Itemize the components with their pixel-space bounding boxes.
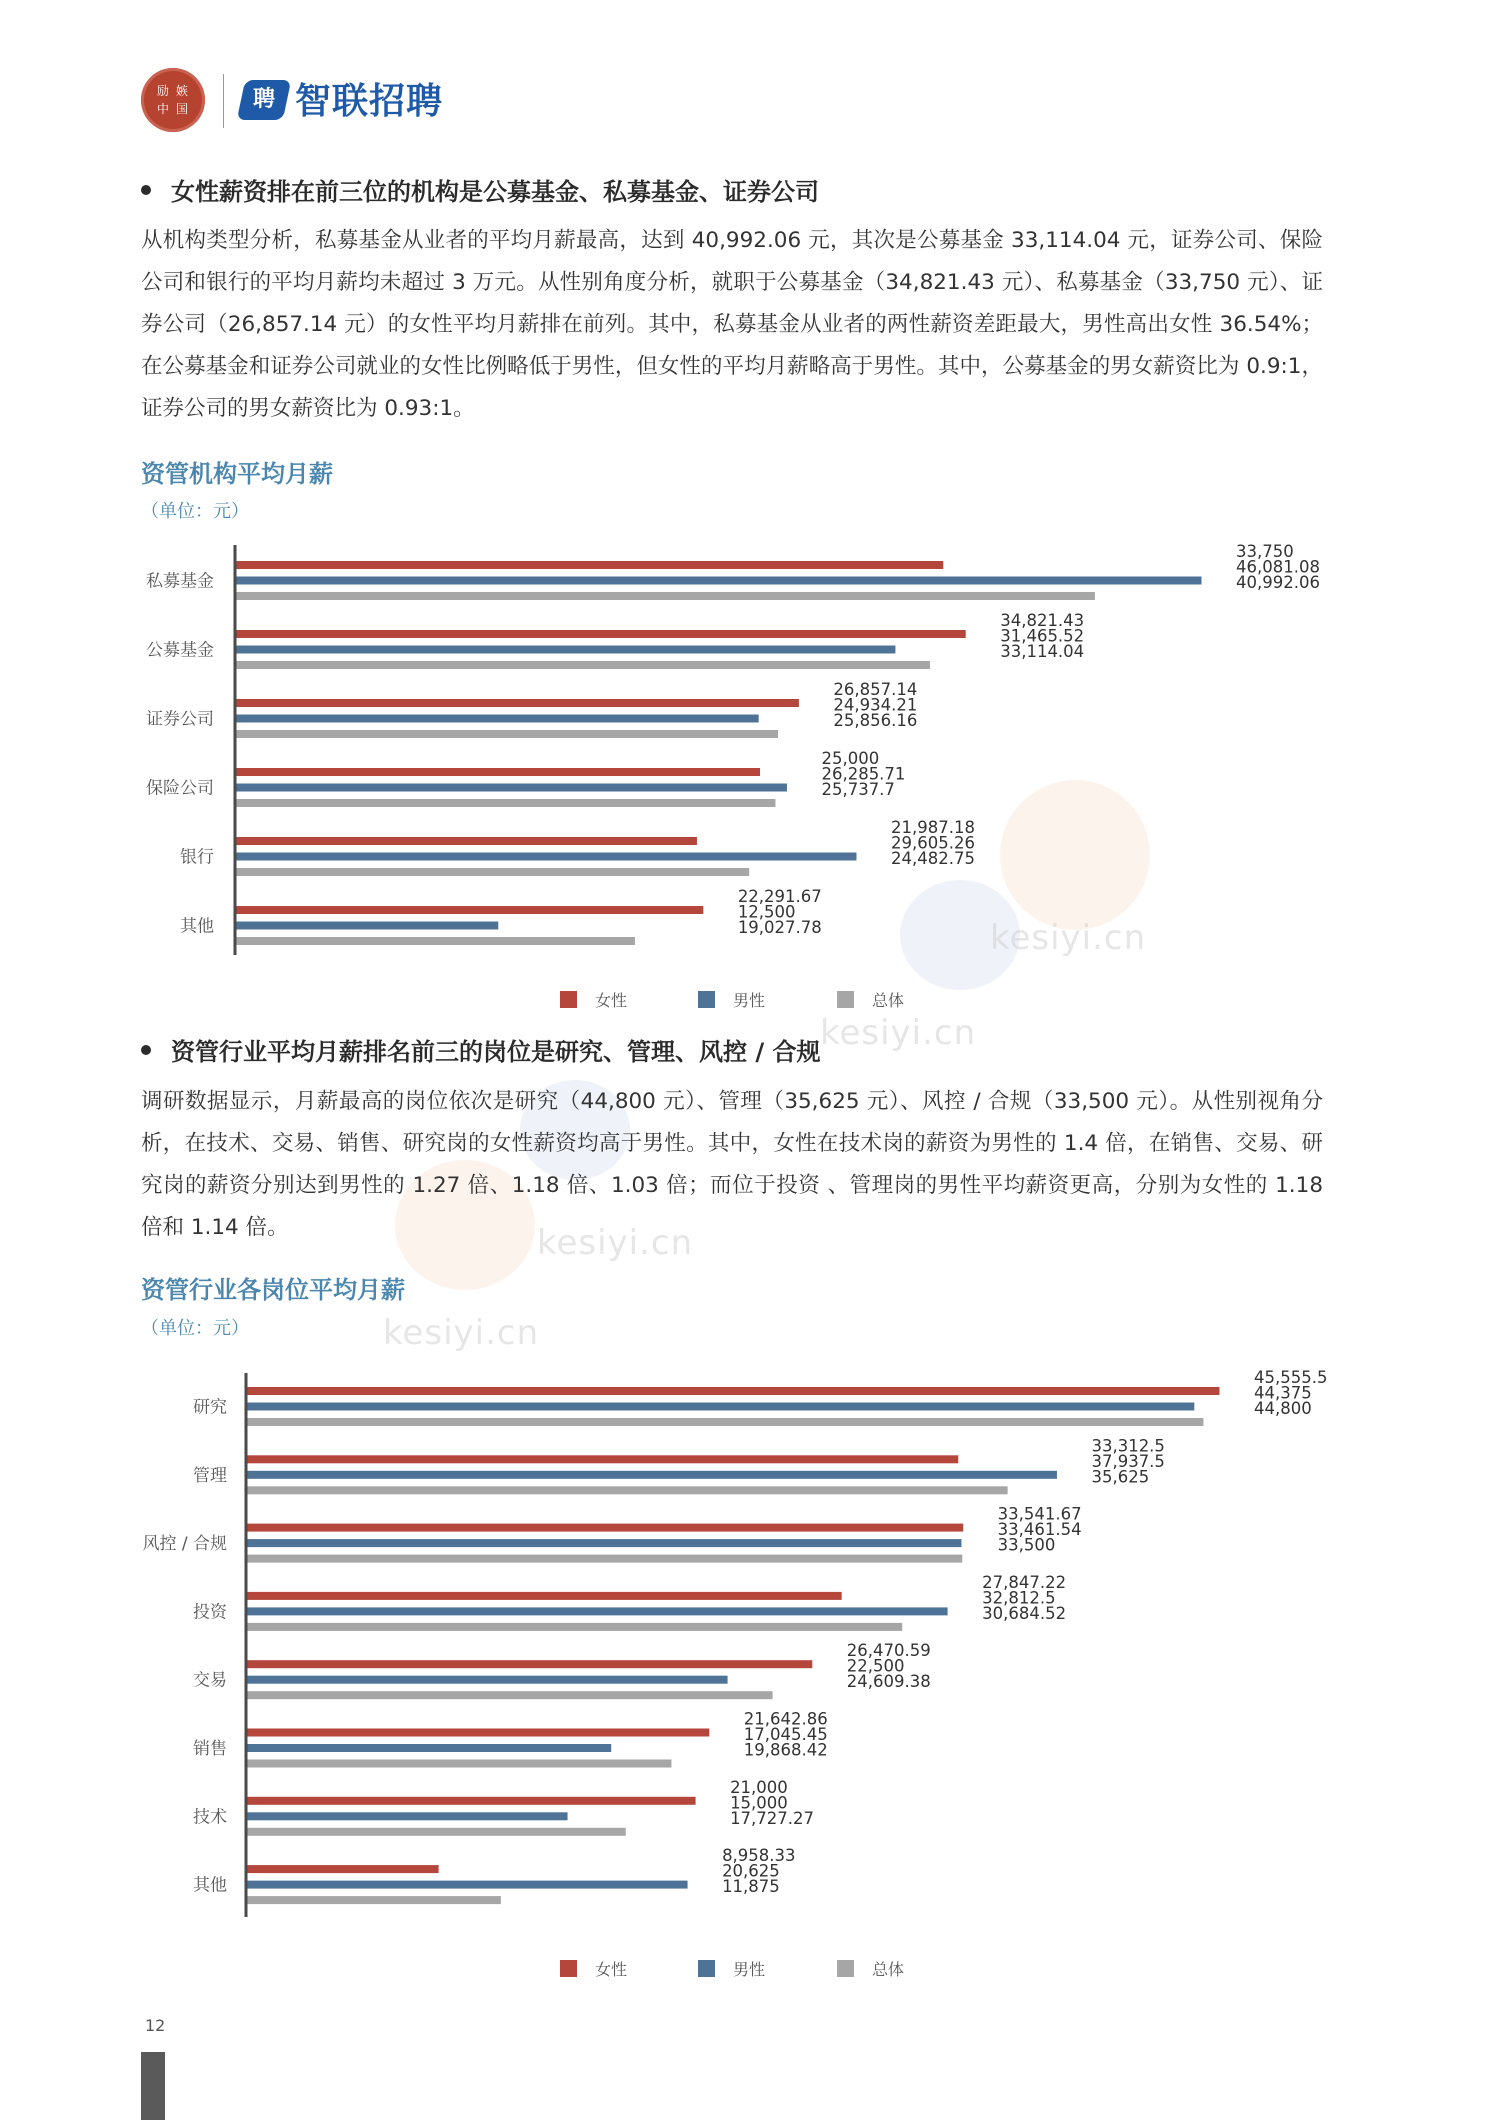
data-label: 44,375 (1254, 1383, 1312, 1403)
brand-name: 智联招聘 (295, 81, 444, 122)
bar-female (248, 1729, 710, 1737)
bar-male (248, 1812, 568, 1820)
data-label: 27,847.22 (982, 1572, 1067, 1592)
data-label: 15,000 (730, 1793, 788, 1813)
data-label: 21,642.86 (743, 1709, 828, 1729)
data-label: 34,821.43 (1000, 611, 1085, 630)
watermark-text: kesiyi.cn (537, 1223, 694, 1263)
section2-heading: 资管行业平均月薪排名前三的岗位是研究、管理、风控 / 合规 (141, 1036, 820, 1068)
bar-female (248, 1524, 964, 1532)
data-label: 46,081.08 (1236, 557, 1320, 577)
category-label: 交易 (193, 1670, 227, 1691)
bar-female (248, 1797, 696, 1805)
page-tab-marker (141, 2052, 165, 2120)
data-label: 22,291.67 (737, 887, 822, 906)
chart1-unit: （单位：元） (141, 501, 249, 522)
watermark-text: kesiyi.cn (383, 1313, 540, 1353)
category-label: 保险公司 (146, 778, 214, 799)
legend-swatch (560, 1960, 577, 1977)
section1-heading: 女性薪资排在前三位的机构是公募基金、私募基金、证券公司 (141, 176, 819, 208)
data-label: 33,750 (1236, 542, 1294, 561)
data-label: 33,312.5 (1091, 1436, 1165, 1456)
legend-label: 总体 (872, 991, 905, 1010)
watermark-text: kesiyi.cn (990, 918, 1147, 958)
data-label: 25,000 (821, 749, 880, 768)
category-label: 证券公司 (146, 709, 214, 730)
data-label: 25,737.7 (821, 780, 895, 799)
bar-female (248, 1660, 813, 1668)
data-label: 25,856.16 (833, 711, 918, 730)
seal-char: 中 (156, 102, 169, 116)
seal-char: 励 (156, 84, 169, 98)
seal-char: 国 (175, 102, 188, 116)
data-label: 33,500 (997, 1535, 1056, 1555)
data-label: 17,045.45 (743, 1725, 828, 1744)
data-label: 19,027.78 (737, 918, 822, 937)
data-label: 24,934.21 (833, 695, 918, 715)
data-label: 29,605.26 (890, 833, 975, 853)
legend-label: 男性 (733, 991, 766, 1010)
category-label: 投资 (193, 1602, 227, 1623)
data-label: 17,727.27 (730, 1808, 815, 1828)
watermark-text: kesiyi.cn (820, 1013, 977, 1053)
data-label: 33,541.67 (997, 1504, 1082, 1524)
bar-male (248, 1744, 612, 1752)
legend-label: 女性 (595, 991, 628, 1010)
category-label: 其他 (180, 916, 214, 937)
brand-logo-icon: 聘 (237, 80, 292, 120)
category-label: 管理 (193, 1465, 227, 1486)
data-label: 37,937.5 (1091, 1451, 1165, 1471)
legend-swatch (837, 1960, 854, 1977)
bar-female (248, 1592, 842, 1600)
bar-male (248, 1607, 948, 1615)
seal-char: 嫉 (175, 84, 188, 98)
bar-male (248, 1881, 688, 1889)
category-label: 研究 (193, 1397, 227, 1418)
bar-total (248, 1896, 501, 1904)
bar-total (248, 1555, 963, 1563)
bar-female (248, 1387, 1220, 1395)
section1-paragraph: 从机构类型分析，私募基金从业者的平均月薪最高，达到 40,992.06 元，其次是公募基金 33,114.04 元，证券公司、保险公司和银行的平均月薪均未超过 3 万元。从性别角度分析，就职于公募基金（34,821.43 元）、私募基金（33,750 元）、证券公司（26,857.14 元）的女性平均月薪排在前列。其中，私募基金从业者的两性薪资差距最大，男性高出女性 36.54%；在公募基金和证券公司就业的女性比例略低于男性，但女性的平均月薪略高于男性。其中，公募基金的男女薪资比为 0.9:1，证券公司的男女薪资比为 0.93:1。 (141, 228, 1323, 421)
data-label: 31,465.52 (1000, 626, 1085, 646)
legend-label: 女性 (595, 1960, 628, 1979)
page-number: 12 (145, 2016, 166, 2035)
legend-swatch (698, 1960, 715, 1977)
category-label: 公募基金 (146, 640, 214, 661)
data-label: 26,857.14 (833, 680, 918, 699)
category-label: 技术 (193, 1807, 227, 1828)
data-label: 32,812.5 (982, 1588, 1056, 1608)
bar-female (248, 1865, 439, 1873)
data-label: 40,992.06 (1236, 573, 1320, 592)
data-label: 33,114.04 (1000, 642, 1085, 661)
bar-total (248, 1418, 1204, 1426)
bar-male (248, 1676, 728, 1684)
bar-male (248, 1471, 1057, 1479)
data-label: 24,609.38 (846, 1672, 931, 1692)
category-label: 私募基金 (146, 571, 214, 592)
data-label: 8,958.33 (722, 1846, 796, 1866)
data-label: 35,625 (1091, 1467, 1150, 1487)
bar-total (248, 1623, 903, 1631)
data-label: 33,461.54 (997, 1520, 1082, 1540)
data-label: 20,625 (722, 1861, 780, 1881)
category-label: 其他 (193, 1875, 227, 1896)
category-label: 风控 / 合规 (142, 1534, 227, 1555)
bar-total (248, 1486, 1008, 1494)
legend-label: 总体 (872, 1960, 905, 1979)
data-label: 21,000 (730, 1777, 788, 1797)
data-label: 26,285.71 (821, 764, 906, 784)
data-label: 30,684.52 (982, 1603, 1067, 1623)
bar-male (248, 1403, 1195, 1411)
data-label: 19,868.42 (743, 1740, 828, 1760)
data-label: 45,555.5 (1254, 1368, 1328, 1387)
data-label: 12,500 (737, 902, 796, 922)
data-label: 21,987.18 (890, 818, 975, 837)
chart2-title: 资管行业各岗位平均月薪 (141, 1276, 405, 1304)
category-label: 银行 (180, 847, 214, 868)
data-label: 11,875 (722, 1877, 780, 1897)
bar-total (248, 1828, 626, 1836)
data-label: 22,500 (846, 1656, 905, 1676)
chart2-unit: （单位：元） (141, 1318, 249, 1339)
bar-total (248, 1691, 773, 1699)
section2-paragraph: 调研数据显示，月薪最高的岗位依次是研究（44,800 元）、管理（35,625 元）、风控 / 合规（33,500 元）。从性别视角分析，在技术、交易、销售、研究岗的女性薪资均高于男性。其中，女性在技术岗的薪资为男性的 1.4 倍，在销售、交易、研究岗的薪资分别达到男性的 1.27 倍、1.18 倍、1.03 倍；而位于投资 、管理岗的男性平均薪资更高，分别为女性的 1.18 倍和 1.14 倍。 (141, 1089, 1323, 1240)
data-label: 26,470.59 (846, 1641, 931, 1661)
bar-male (248, 1539, 962, 1547)
category-label: 销售 (193, 1739, 227, 1759)
bar-total (248, 1760, 672, 1768)
data-label: 44,800 (1254, 1399, 1312, 1418)
chart1-title: 资管机构平均月薪 (141, 460, 333, 488)
data-label: 24,482.75 (890, 849, 975, 868)
legend-label: 男性 (733, 1960, 766, 1979)
bar-female (248, 1455, 959, 1463)
